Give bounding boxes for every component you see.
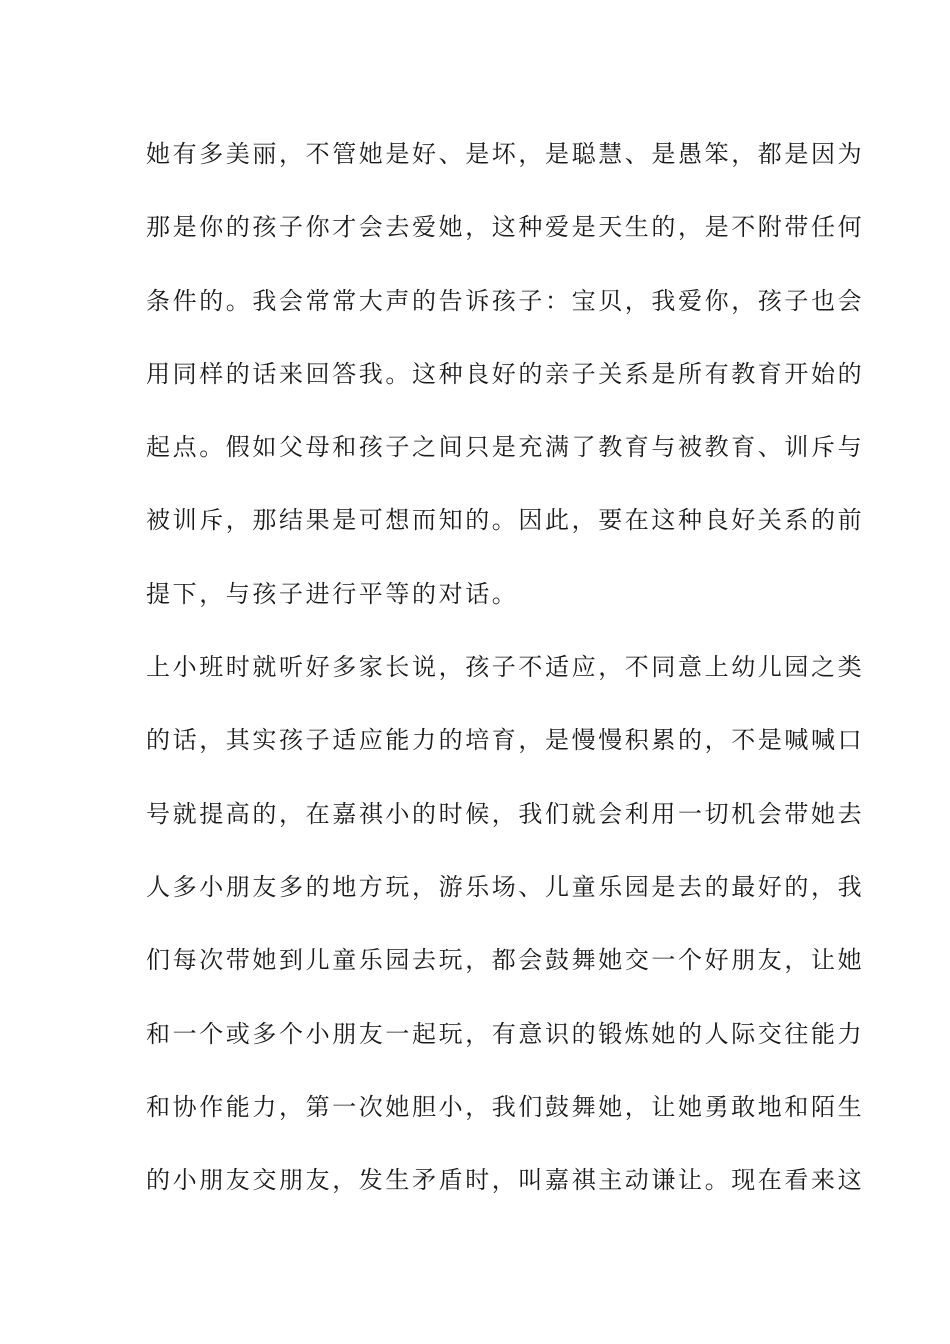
text-line: 条件的。我会常常大声的告诉孩子：宝贝，我爱你，孩子也会 xyxy=(146,286,865,315)
text-line: 的小朋友交朋友，发生矛盾时，叫嘉祺主动谦让。现在看来这 xyxy=(146,1166,865,1195)
text-line: 和协作能力，第一次她胆小，我们鼓舞她，让她勇敢地和陌生 xyxy=(146,1092,865,1121)
text-line: 们每次带她到儿童乐园去玩，都会鼓舞她交一个好朋友，让她 xyxy=(146,946,865,975)
text-line: 提下，与孩子进行平等的对话。 xyxy=(146,579,519,608)
text-line: 被训斥，那结果是可想而知的。因此，要在这种良好关系的前 xyxy=(146,506,865,535)
body-text xyxy=(146,130,865,1229)
text-line: 的话，其实孩子适应能力的培育，是慢慢积累的，不是喊喊口 xyxy=(146,726,865,755)
text-line: 人多小朋友多的地方玩，游乐场、儿童乐园是去的最好的，我 xyxy=(146,872,865,901)
text-line: 用同样的话来回答我。这种良好的亲子关系是所有教育开始的 xyxy=(146,359,865,388)
text-line: 和一个或多个小朋友一起玩，有意识的锻炼她的人际交往能力 xyxy=(146,1019,865,1048)
text-line: 上小班时就听好多家长说，孩子不适应，不同意上幼儿园之类 xyxy=(146,653,865,682)
text-line: 号就提高的，在嘉祺小的时候，我们就会利用一切机会带她去 xyxy=(146,799,865,828)
text-line: 她有多美丽，不管她是好、是坏，是聪慧、是愚笨，都是因为 xyxy=(146,140,865,168)
text-line: 那是你的孩子你才会去爱她，这种爱是天生的，是不附带任何 xyxy=(146,213,865,242)
text-line: 起点。假如父母和孩子之间只是充满了教育与被教育、训斥与 xyxy=(146,433,865,462)
